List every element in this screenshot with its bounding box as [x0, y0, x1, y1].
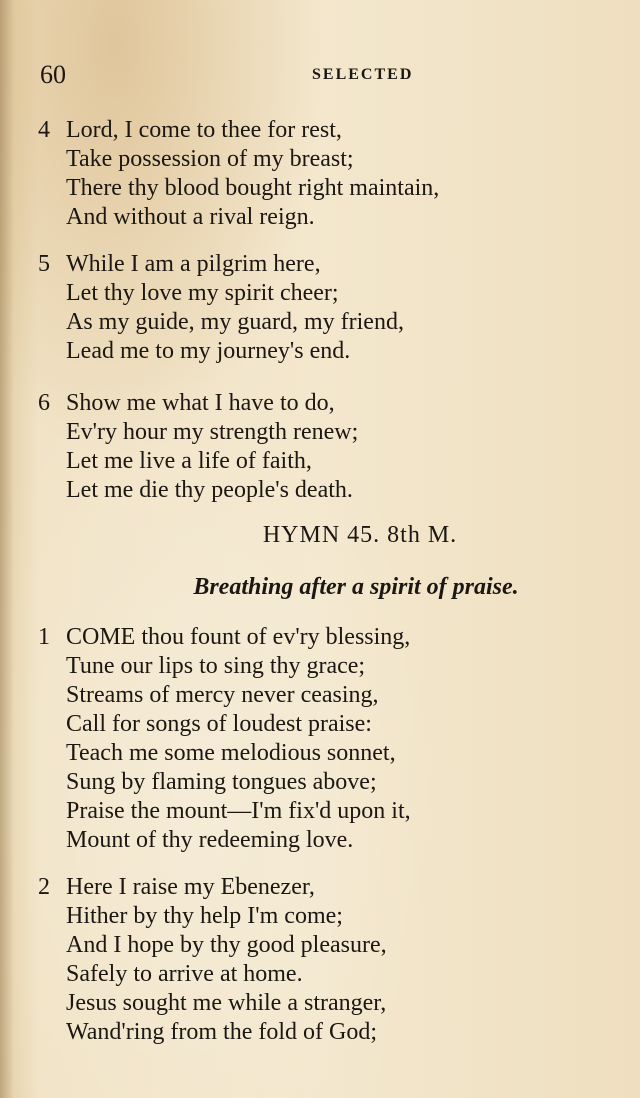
verse-line: Jesus sought me while a stranger,	[66, 990, 387, 1016]
running-head: SELECTED	[312, 66, 414, 83]
verse-line: There thy blood bought right maintain,	[66, 175, 440, 201]
verse-line: While I am a pilgrim here,	[66, 251, 321, 277]
verse-line: Let me live a life of faith,	[66, 448, 312, 474]
verse-line: Lead me to my journey's end.	[66, 338, 351, 364]
verse-line: Let thy love my spirit cheer;	[66, 280, 339, 306]
verse-line: Tune our lips to sing thy grace;	[66, 653, 366, 679]
verse-line: As my guide, my guard, my friend,	[66, 309, 404, 335]
verse-line: Safely to arrive at home.	[66, 961, 303, 987]
verse-line: Teach me some melodious sonnet,	[66, 740, 396, 766]
verse-number: 6	[38, 390, 50, 416]
verse-line: Call for songs of loudest praise:	[66, 711, 372, 737]
verse-line: Wand'ring from the fold of God;	[66, 1019, 377, 1045]
verse-line: And I hope by thy good pleasure,	[66, 932, 387, 958]
verse-number: 4	[38, 117, 50, 143]
verse-line: Sung by flaming tongues above;	[66, 769, 377, 795]
verse-line: Mount of thy redeeming love.	[66, 827, 354, 853]
verse-number: 5	[38, 251, 50, 277]
verse-line: Show me what I have to do,	[66, 390, 335, 416]
verse-line: Ev'ry hour my strength renew;	[66, 419, 359, 445]
page-number: 60	[40, 60, 66, 89]
verse-line: COME thou fount of ev'ry blessing,	[66, 624, 411, 650]
verse-lines	[66, 389, 616, 505]
page-header	[40, 60, 600, 90]
verse-number: 1	[38, 624, 50, 650]
verse-line: Praise the mount—I'm fix'd upon it,	[66, 798, 411, 824]
verse-line: Hither by thy help I'm come;	[66, 903, 343, 929]
verse-line: Streams of mercy never ceasing,	[66, 682, 379, 708]
verse-line: Let me die thy people's death.	[66, 477, 353, 503]
verse-line: Here I raise my Ebenezer,	[66, 874, 315, 900]
hymn-title: HYMN 45. 8th M.	[262, 522, 458, 548]
verse-line: Take possession of my breast;	[66, 146, 354, 172]
hymn-subtitle: Breathing after a spirit of praise.	[193, 574, 519, 600]
verse-lines	[66, 250, 616, 366]
verse-line: Lord, I come to thee for rest,	[66, 117, 342, 143]
verse-lines	[66, 116, 616, 232]
verse-line: And without a rival reign.	[66, 204, 315, 230]
verse-number: 2	[38, 874, 50, 900]
verse-lines	[66, 873, 616, 1047]
verse-lines	[66, 623, 616, 855]
